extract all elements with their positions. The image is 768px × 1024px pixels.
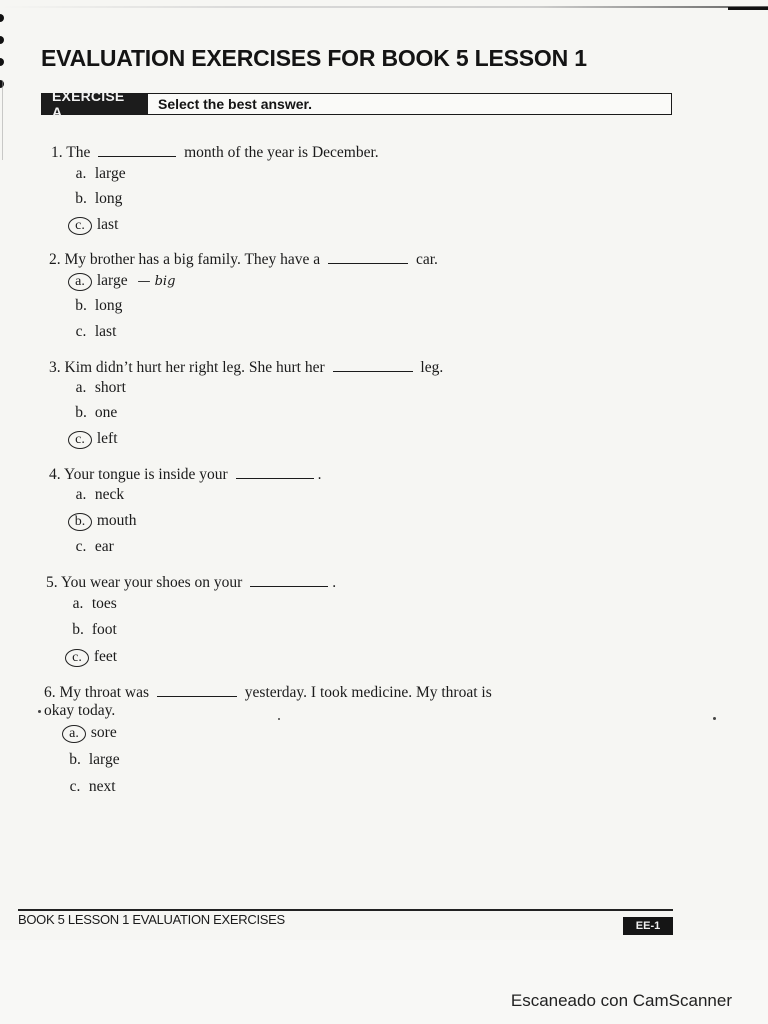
option-1c[interactable]: c. last bbox=[71, 216, 118, 235]
exercise-instruction: Select the best answer. bbox=[158, 96, 313, 112]
selected-answer-circle: a. bbox=[62, 725, 86, 743]
page-scratch bbox=[2, 80, 3, 160]
binding-holes bbox=[0, 14, 6, 102]
question-5-text-after: . bbox=[332, 574, 337, 591]
page-label: EE-1 bbox=[623, 917, 673, 935]
question-5: 5. You wear your shoes on your . bbox=[46, 574, 337, 591]
question-1: 1. The month of the year is December. bbox=[51, 144, 379, 161]
answer-blank bbox=[236, 468, 314, 479]
option-4a[interactable]: a. neck bbox=[75, 486, 125, 503]
question-6-text-after: yesterday. I took medicine. My throat is bbox=[244, 684, 492, 701]
option-4c[interactable]: c. ear bbox=[75, 538, 114, 555]
selected-answer-circle: a. bbox=[68, 273, 92, 291]
question-4: 4. Your tongue is inside your . bbox=[49, 466, 322, 483]
page-top-edge-mark bbox=[728, 7, 768, 10]
option-6c[interactable]: c. next bbox=[69, 778, 116, 795]
option-3a[interactable]: a. short bbox=[75, 379, 126, 396]
question-4-text-after: . bbox=[317, 466, 322, 483]
scan-margin bbox=[0, 940, 768, 1024]
option-6a[interactable]: a. sore bbox=[65, 724, 117, 743]
handwritten-note: — big bbox=[137, 274, 176, 289]
selected-answer-circle: c. bbox=[68, 431, 92, 449]
option-2c[interactable]: c. last bbox=[75, 323, 117, 340]
scan-speck bbox=[278, 718, 280, 720]
option-1b[interactable]: b. long bbox=[75, 190, 123, 207]
question-3-text-after: leg. bbox=[420, 359, 444, 376]
option-5a[interactable]: a. toes bbox=[72, 595, 117, 612]
option-3b[interactable]: b. one bbox=[75, 404, 118, 421]
footer-rule bbox=[18, 909, 673, 911]
question-3: 3. Kim didn’t hurt her right leg. She hurt her leg. bbox=[49, 359, 444, 376]
answer-blank bbox=[157, 686, 237, 697]
option-1a[interactable]: a. large bbox=[75, 165, 126, 182]
option-5c[interactable]: c. feet bbox=[68, 648, 117, 667]
option-5b[interactable]: b. foot bbox=[72, 621, 117, 638]
question-6-continuation: okay today. bbox=[44, 702, 116, 719]
question-5-text-before: You wear your shoes on your bbox=[60, 574, 243, 591]
footer-text: BOOK 5 LESSON 1 EVALUATION EXERCISES bbox=[18, 912, 285, 927]
option-4b[interactable]: b. mouth bbox=[71, 512, 137, 531]
page-title: EVALUATION EXERCISES FOR BOOK 5 LESSON 1 bbox=[41, 45, 587, 71]
option-6b[interactable]: b. large bbox=[69, 751, 120, 768]
question-2-text-after: car. bbox=[415, 251, 438, 268]
scan-speck bbox=[38, 710, 41, 713]
question-3-text-before: Kim didn’t hurt her right leg. She hurt her bbox=[64, 359, 325, 376]
question-1-text-before: The bbox=[66, 144, 91, 161]
question-2: 2. My brother has a big family. They have a car. bbox=[49, 251, 438, 268]
option-3c[interactable]: c. left bbox=[71, 430, 118, 449]
selected-answer-circle: c. bbox=[68, 217, 92, 235]
scan-speck bbox=[713, 717, 716, 720]
question-1-text-after: month of the year is December. bbox=[184, 144, 379, 161]
page-top-edge bbox=[0, 6, 768, 8]
question-6: 6. My throat was yesterday. I took medicine. My throat is bbox=[44, 684, 492, 701]
camscanner-watermark: Escaneado con CamScanner bbox=[510, 991, 732, 1010]
answer-blank bbox=[333, 361, 413, 372]
option-2b[interactable]: b. long bbox=[75, 297, 123, 314]
exercise-tag: EXERCISE A bbox=[42, 94, 148, 114]
question-6-text-before: My throat was bbox=[59, 684, 150, 701]
selected-answer-circle: b. bbox=[68, 513, 92, 531]
option-2a[interactable]: a. large — big bbox=[71, 272, 175, 291]
exercise-header bbox=[41, 88, 672, 120]
selected-answer-circle: c. bbox=[65, 649, 89, 667]
question-4-text-before: Your tongue is inside your bbox=[63, 466, 228, 483]
answer-blank bbox=[250, 576, 328, 587]
answer-blank bbox=[98, 146, 176, 157]
question-2-text-before: My brother has a big family. They have a bbox=[64, 251, 321, 268]
answer-blank bbox=[328, 253, 408, 264]
